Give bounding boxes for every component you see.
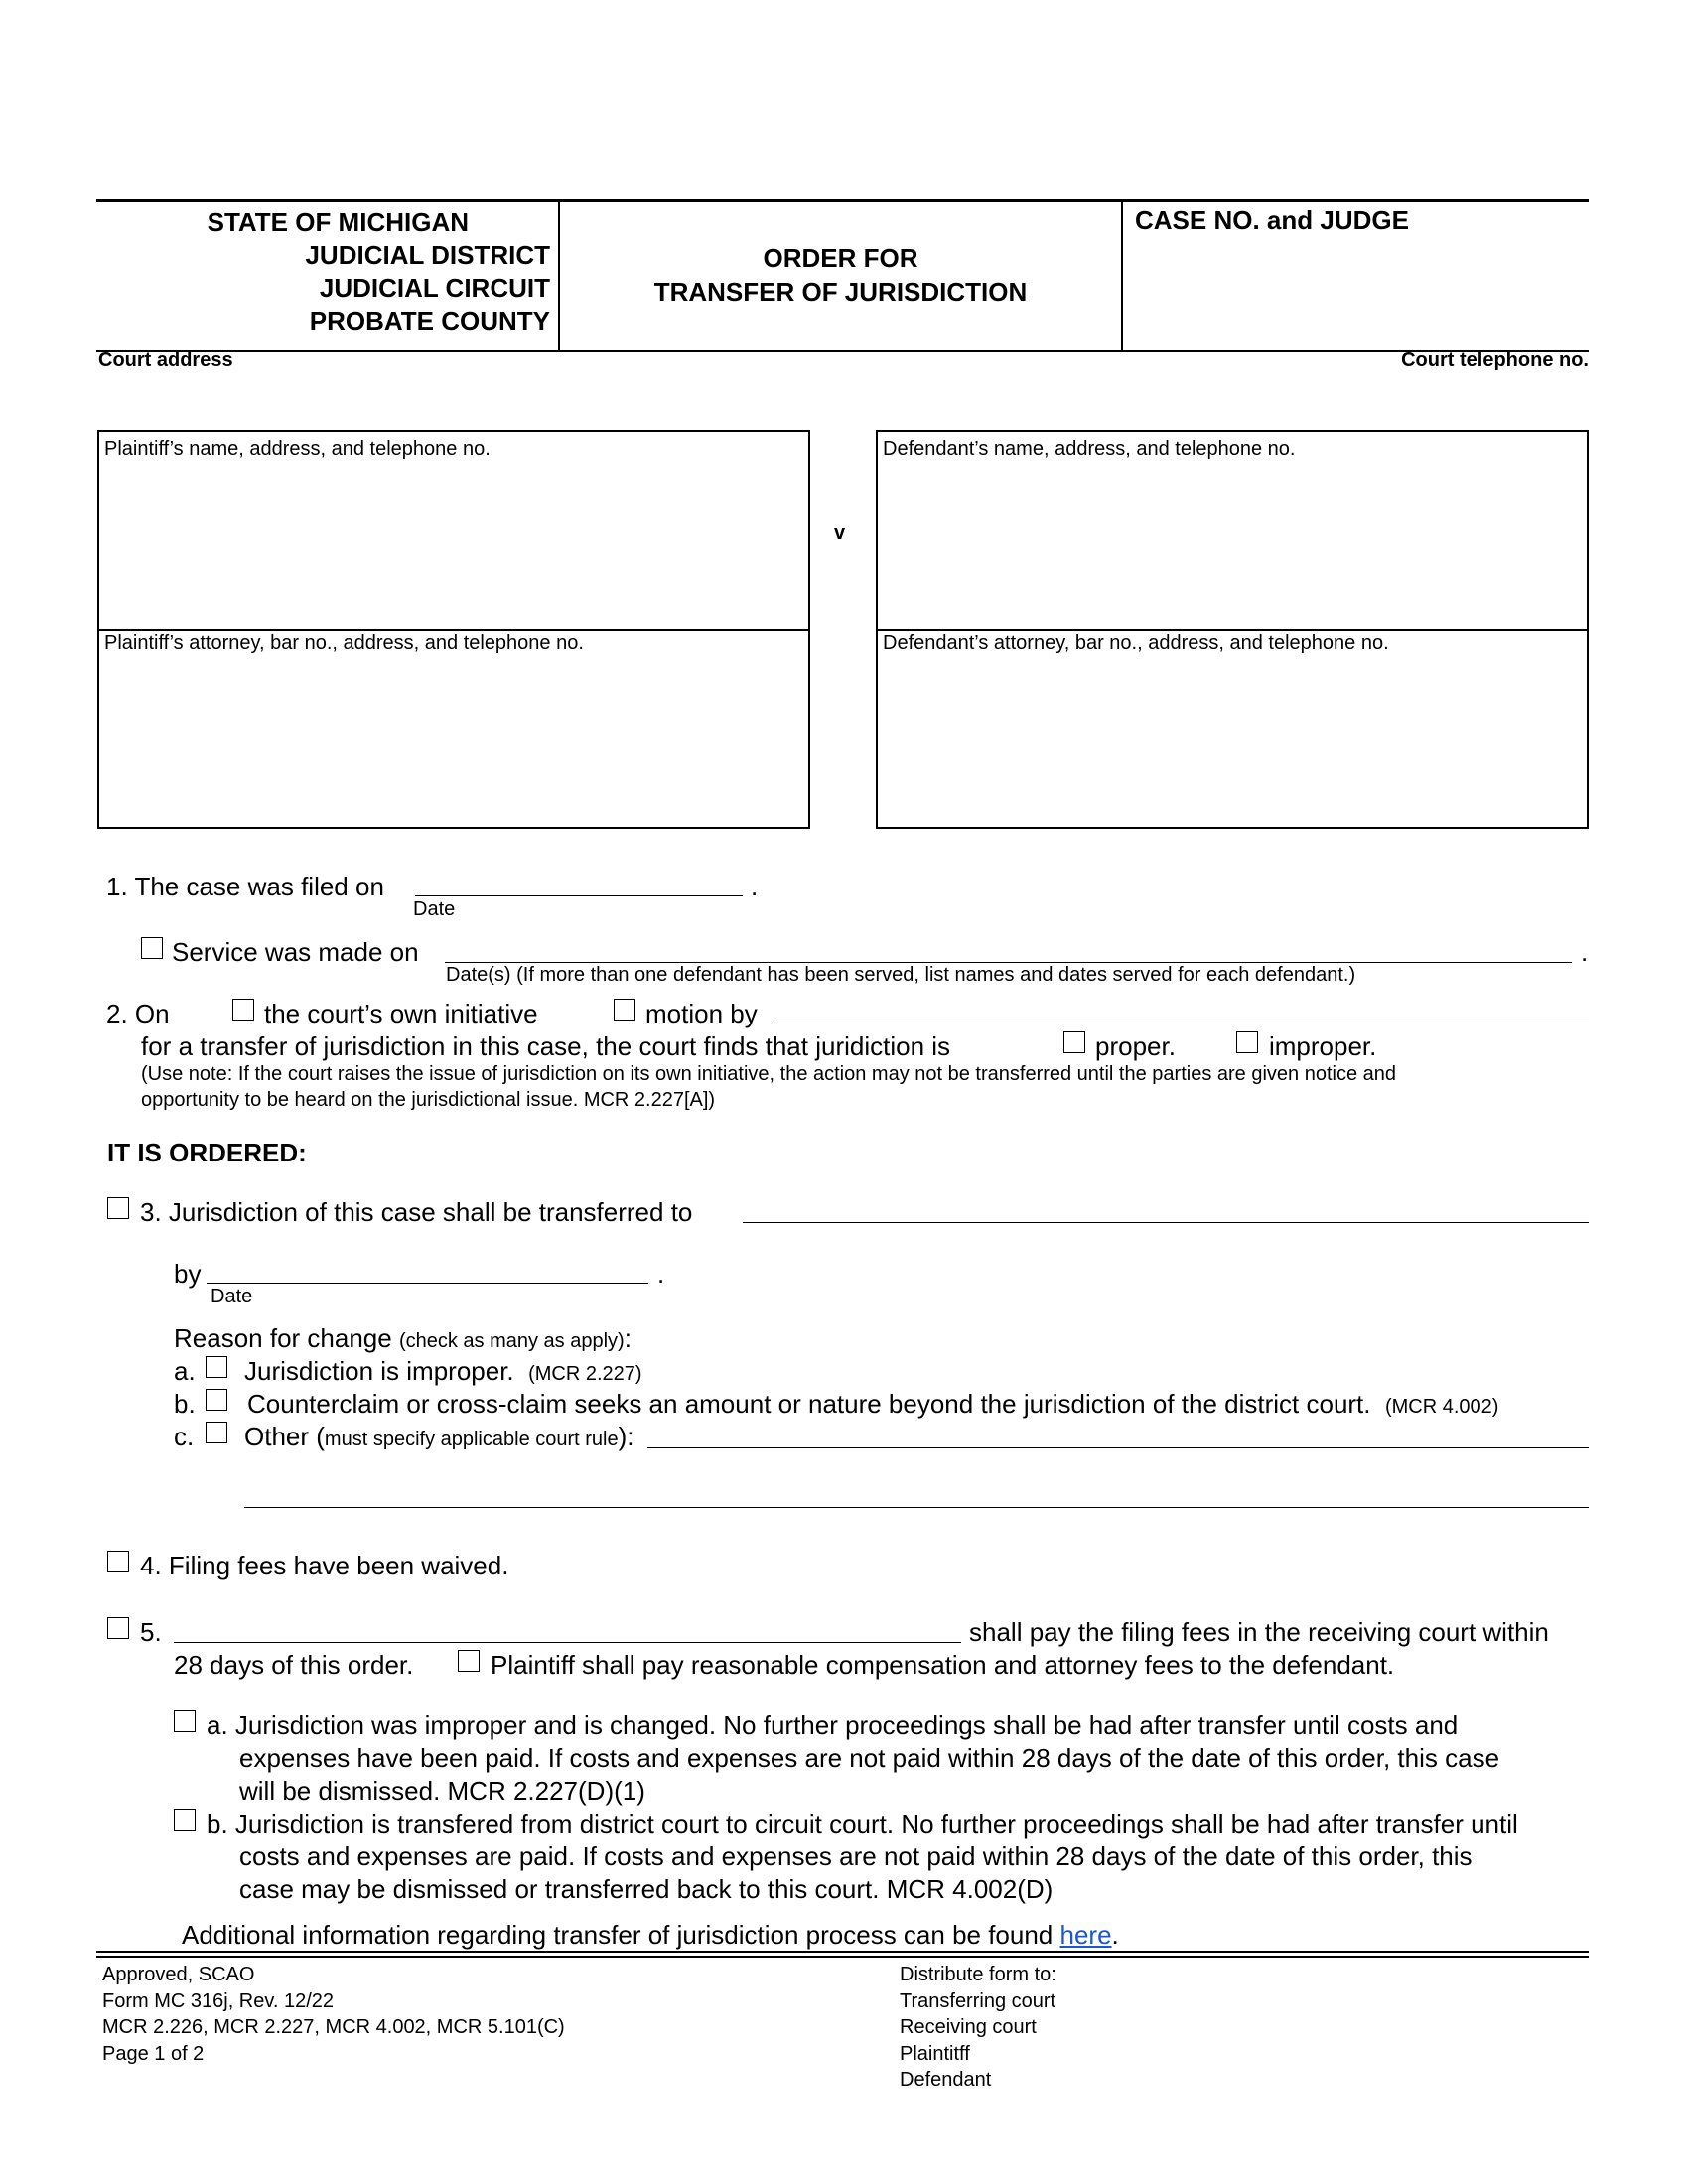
footer-mcr: MCR 2.226, MCR 2.227, MCR 4.002, MCR 5.101(C)	[102, 2016, 565, 2038]
here-link[interactable]: here	[1059, 1920, 1112, 1950]
reason-colon: :	[624, 1323, 632, 1353]
plaintiff-label: Plaintiff’s name, address, and telephone no.	[104, 438, 491, 460]
court-telephone-label: Court telephone no.	[1401, 349, 1589, 371]
form-title-line2: TRANSFER OF JURISDICTION	[653, 277, 1028, 307]
reason-c-text: Other (	[244, 1422, 325, 1451]
plaintiff-box	[97, 430, 810, 829]
transfer-date-field[interactable]	[207, 1283, 648, 1284]
other-rule-field-2[interactable]	[244, 1507, 1589, 1508]
improper-checkbox[interactable]	[1236, 1031, 1258, 1053]
distribute-heading: Distribute form to:	[900, 1964, 1056, 1985]
item5b-checkbox[interactable]	[174, 1809, 196, 1831]
item3-period: .	[657, 1259, 665, 1289]
item2-finding: for a transfer of jurisdiction in this case, the court finds that juridiction is	[141, 1031, 951, 1061]
reason-b-rule: (MCR 4.002)	[1384, 1396, 1499, 1418]
filed-date-label: Date	[413, 898, 456, 920]
item5b-line3: case may be dismissed or transferred back to this court. MCR 4.002(D)	[239, 1874, 1054, 1904]
reason-label: Reason for change	[174, 1323, 392, 1353]
additional-info-period: .	[1111, 1920, 1119, 1950]
reason-hint: (check as many as apply)	[398, 1330, 625, 1352]
service-checkbox[interactable]	[141, 937, 163, 959]
footer-distribution	[900, 1962, 1056, 2094]
footer-left	[102, 1962, 565, 2067]
distribute-transferring: Transferring court	[900, 1989, 1056, 2012]
reason-a-checkbox[interactable]	[206, 1356, 227, 1378]
item3-by: by	[174, 1259, 202, 1289]
proper-checkbox[interactable]	[1063, 1031, 1085, 1053]
reason-b-letter: b.	[174, 1389, 196, 1419]
filed-date-field[interactable]	[415, 895, 743, 896]
item5b-line2: costs and expenses are paid. If costs and expenses are not paid within 28 days of the date of this order, this	[239, 1842, 1473, 1871]
reason-line	[174, 1323, 632, 1356]
distribute-defendant: Defendant	[900, 2069, 992, 2091]
item2-on: 2. On	[106, 999, 170, 1028]
use-note-line2: opportunity to be heard on the jurisdictional issue. MCR 2.227[A])	[141, 1089, 716, 1111]
item1-period: .	[751, 872, 759, 901]
defendant-box	[876, 430, 1589, 829]
court-probate: PROBATE COUNTY	[309, 306, 550, 336]
court-circuit: JUDICIAL CIRCUIT	[319, 273, 550, 303]
item5a-line2: expenses have been paid. If costs and expenses are not paid within 28 days of the date of this order, this case	[239, 1743, 1500, 1773]
reason-c-hint: must specify applicable court rule	[324, 1429, 619, 1450]
reason-a-rule: (MCR 2.227)	[528, 1363, 642, 1385]
reason-b-checkbox[interactable]	[206, 1389, 227, 1411]
own-initiative-label: the court’s own initiative	[264, 999, 538, 1028]
item5-checkbox[interactable]	[107, 1617, 129, 1639]
form-title-line1: ORDER FOR	[763, 243, 918, 273]
additional-info-text: Additional information regarding transfer of jurisdiction process can be found	[182, 1920, 1060, 1950]
fee-payer-field[interactable]	[174, 1642, 961, 1643]
reason-a-text: Jurisdiction is improper.	[244, 1356, 514, 1386]
distribute-receiving: Receiving court	[900, 2016, 1037, 2038]
footer-approved: Approved, SCAO	[102, 1964, 255, 1985]
additional-info	[182, 1920, 1119, 1950]
reason-c-checkbox[interactable]	[206, 1422, 227, 1443]
improper-label: improper.	[1269, 1031, 1377, 1061]
reason-b-line	[247, 1389, 1498, 1422]
footer-form-no: Form MC 316j, Rev. 12/22	[102, 1989, 335, 2012]
transferred-to-field[interactable]	[743, 1222, 1589, 1223]
motion-checkbox[interactable]	[614, 999, 635, 1021]
item5-text-right: shall pay the filing fees in the receiving court within	[969, 1617, 1549, 1647]
plaintiff-pay-checkbox[interactable]	[458, 1650, 480, 1672]
distribute-plaintiff: Plaintitff	[900, 2042, 970, 2065]
versus-label: v	[834, 522, 846, 544]
item5-number: 5.	[140, 1617, 162, 1647]
item4-checkbox[interactable]	[107, 1551, 129, 1572]
own-initiative-checkbox[interactable]	[232, 999, 254, 1021]
service-hint: Date(s) (If more than one defendant has been served, list names and dates served for each defendant.)	[446, 964, 1356, 986]
reason-b-text: Counterclaim or cross-claim seeks an amount or nature beyond the jurisdiction of the district court.	[247, 1389, 1371, 1419]
item5-text-line2: 28 days of this order.	[174, 1650, 414, 1680]
service-period: .	[1581, 937, 1589, 967]
ordered-heading: IT IS ORDERED:	[107, 1138, 307, 1167]
footer-page: Page 1 of 2	[102, 2042, 205, 2065]
transfer-date-label: Date	[211, 1286, 253, 1307]
item5a-line1: a. Jurisdiction was improper and is changed. No further proceedings shall be had after transfer until costs and	[207, 1710, 1459, 1740]
case-no-judge-label: CASE NO. and JUDGE	[1135, 205, 1409, 235]
reason-c-close: ):	[618, 1422, 634, 1451]
reason-a-line	[244, 1356, 642, 1389]
item3-text: 3. Jurisdiction of this case shall be transferred to	[140, 1197, 693, 1227]
reason-c-line	[244, 1422, 634, 1454]
item3-checkbox[interactable]	[107, 1197, 129, 1219]
motion-by-label: motion by	[645, 999, 758, 1028]
form-title-cell	[560, 202, 1123, 350]
defendant-label: Defendant’s name, address, and telephone no.	[883, 438, 1296, 460]
item5a-line3: will be dismissed. MCR 2.227(D)(1)	[239, 1776, 645, 1806]
item1-filed-text: 1. The case was filed on	[106, 872, 384, 901]
proper-label: proper.	[1095, 1031, 1176, 1061]
defendant-attorney-label: Defendant’s attorney, bar no., address, and telephone no.	[883, 632, 1389, 654]
item5a-checkbox[interactable]	[174, 1710, 196, 1732]
court-address-label: Court address	[98, 349, 233, 371]
use-note-line1: (Use note: If the court raises the issue of jurisdiction on its own initiative, the action may not be transferred until the parties are given notice and	[141, 1063, 1397, 1085]
court-state: STATE OF MICHIGAN	[207, 207, 469, 237]
plaintiff-attorney-label: Plaintiff’s attorney, bar no., address, and telephone no.	[104, 632, 584, 654]
service-text: Service was made on	[172, 937, 419, 967]
reason-c-letter: c.	[174, 1422, 195, 1451]
court-district: JUDICIAL DISTRICT	[305, 240, 550, 270]
court-identification	[96, 202, 560, 350]
plaintiff-pay-text: Plaintiff shall pay reasonable compensation and attorney fees to the defendant.	[491, 1650, 1395, 1680]
reason-a-letter: a.	[174, 1356, 196, 1386]
item5b-line1: b. Jurisdiction is transfered from district court to circuit court. No further proceedings shall be had after transfer until	[207, 1809, 1518, 1839]
other-rule-field[interactable]	[647, 1447, 1589, 1448]
item4-text: 4. Filing fees have been waived.	[140, 1551, 509, 1580]
